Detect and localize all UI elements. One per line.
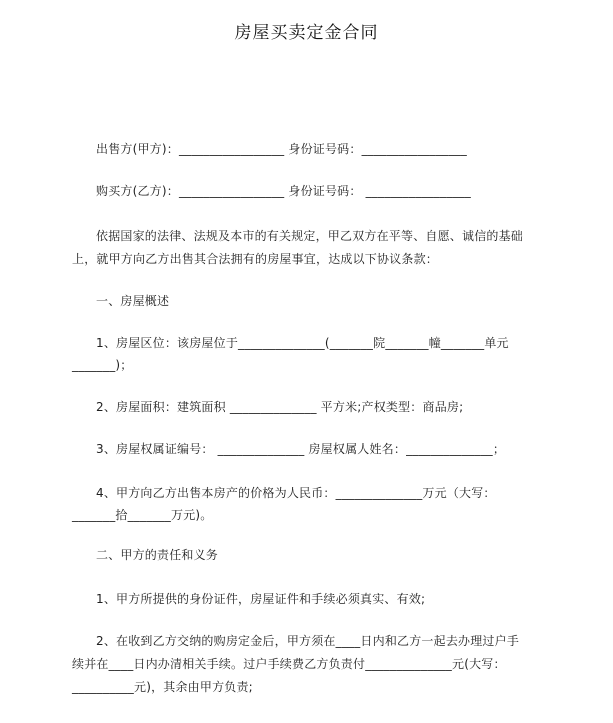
preamble-line-2: 上，就甲方向乙方出售其合法拥有的房屋事宜，达成以下协议条款： — [72, 252, 439, 266]
section1-clause4-line2: _______拾_______万元)。 — [72, 508, 213, 522]
section1-clause1-line2: _______)； — [72, 358, 133, 372]
seller-line: 出售方(甲方)：_________________ 身份证号码：_________________ — [96, 142, 467, 156]
section2-clause2-line3: __________元)，其余由甲方负责; — [72, 680, 253, 694]
section1-clause1-line1: 1、房屋区位：该房屋位于______________(_______院_______幢_______单元 — [96, 336, 509, 350]
section1-clause4-line1: 4、甲方向乙方出售本房产的价格为人民币：______________万元（大写： — [96, 486, 496, 500]
preamble-line-1: 依据国家的法律、法规及本市的有关规定，甲乙双方在平等、自愿、诚信的基础 — [96, 229, 524, 243]
document-title: 房屋买卖定金合同 — [234, 23, 379, 43]
section2-clause1: 1、甲方所提供的身份证件，房屋证件和手续必须真实、有效; — [96, 592, 426, 606]
section2-heading: 二、甲方的责任和义务 — [96, 548, 219, 562]
section1-clause2: 2、房屋面积：建筑面积 ______________ 平方米;产权类型：商品房; — [96, 400, 464, 414]
section2-clause2-line2: 续并在____日内办清相关手续。过户手续费乙方负责付______________元(大写： — [72, 657, 506, 671]
buyer-line: 购买方(乙方)：_________________ 身份证号码： _________________ — [96, 184, 471, 198]
section1-heading: 一、房屋概述 — [96, 294, 170, 308]
section2-clause2-line1: 2、在收到乙方交纳的购房定金后，甲方须在____日内和乙方一起去办理过户手 — [96, 634, 520, 648]
section1-clause3: 3、房屋权属证编号： ______________ 房屋权属人姓名：______________； — [96, 442, 506, 456]
